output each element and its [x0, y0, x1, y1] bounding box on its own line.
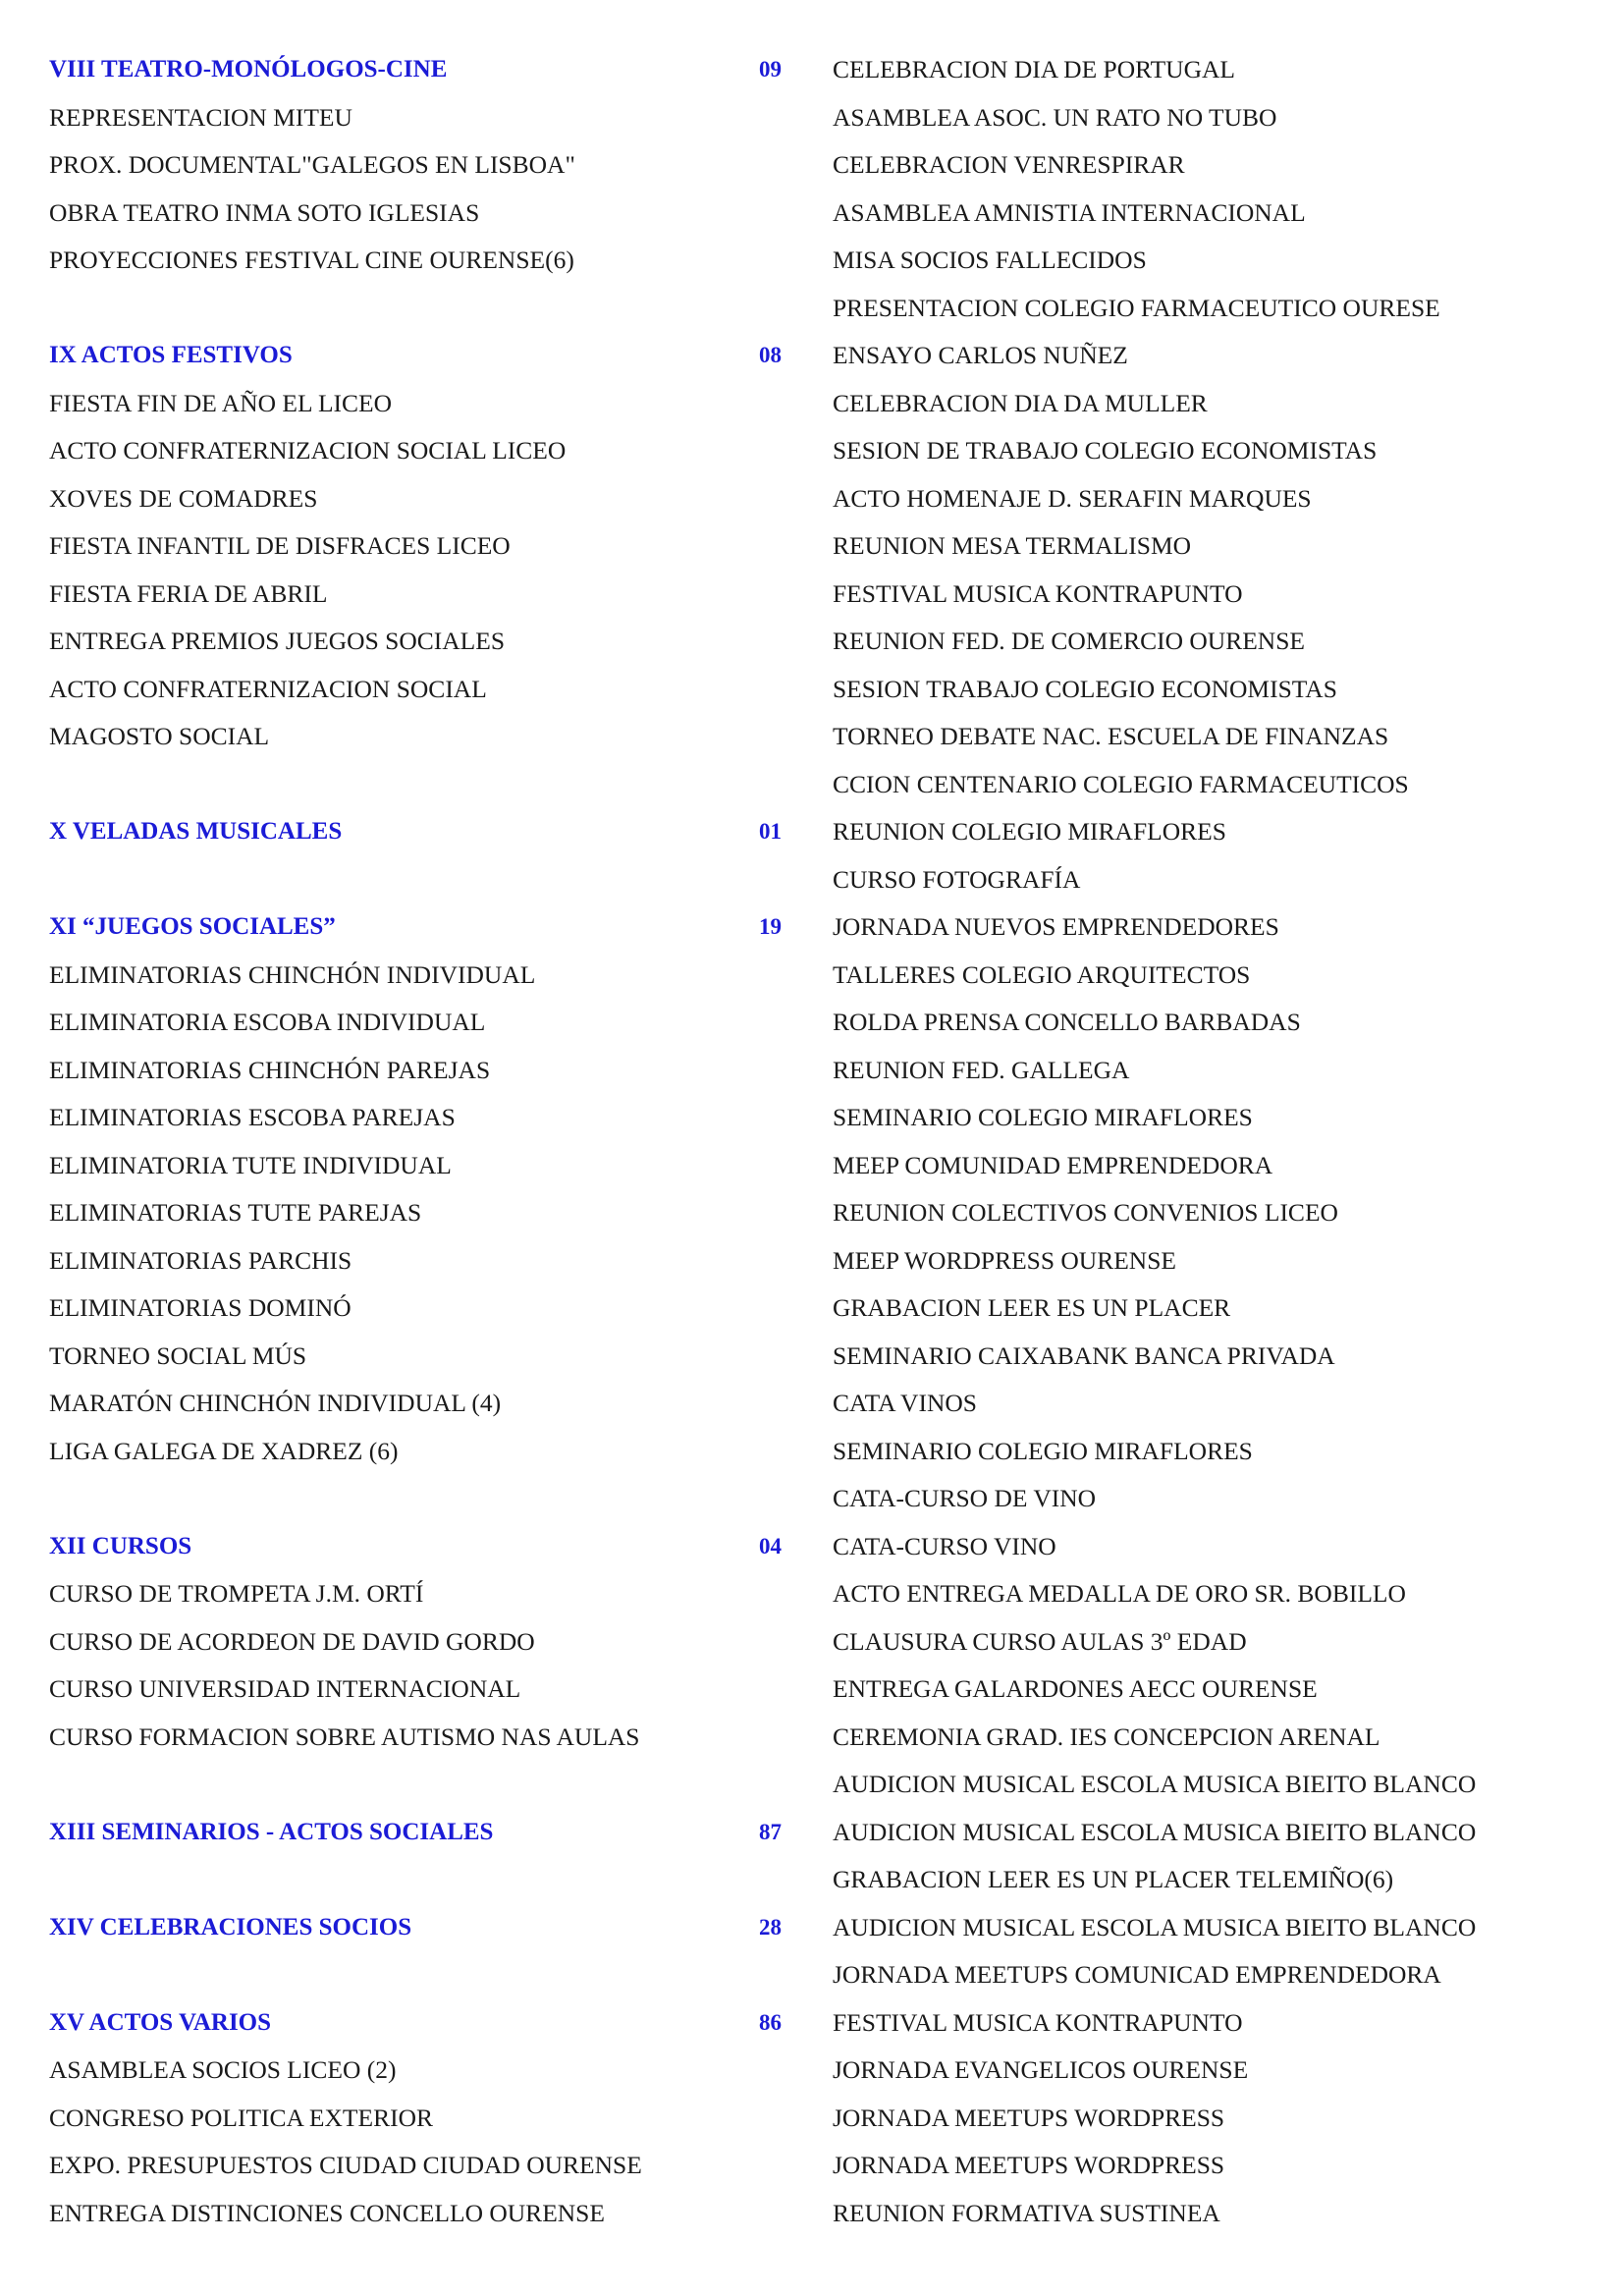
- section-heading: [49, 910, 782, 958]
- left-column: [49, 53, 782, 2244]
- list-item: AUDICION MUSICAL ESCOLA MUSICA BIEITO BLANCO: [833, 1817, 1477, 1846]
- list-item: CCION CENTENARIO COLEGIO FARMACEUTICOS: [833, 769, 1409, 798]
- list-item: ELIMINATORIAS PARCHIS: [49, 1245, 352, 1275]
- blank-line: [49, 863, 782, 911]
- list-item: CELEBRACION VENRESPIRAR: [833, 150, 1185, 179]
- list-item: ELIMINATORIA TUTE INDIVIDUAL: [49, 1150, 452, 1179]
- list-item: ENTREGA GALARDONES AECC OURENSE: [833, 1674, 1318, 1703]
- list-item: CEREMONIA GRAD. IES CONCEPCION ARENAL: [833, 1722, 1380, 1751]
- section-heading: [49, 1530, 782, 1578]
- list-item: XOVES DE COMADRES: [49, 483, 318, 513]
- section-heading: [49, 339, 782, 387]
- list-item: FIESTA FERIA DE ABRIL: [49, 578, 328, 608]
- list-item: OBRA TEATRO INMA SOTO IGLESIAS: [49, 197, 480, 227]
- list-item: CATA-CURSO DE VINO: [833, 1484, 1097, 1512]
- list-item: MEEP COMUNIDAD EMPRENDEDORA: [833, 1150, 1273, 1179]
- list-item: JORNADA NUEVOS EMPRENDEDORES: [833, 912, 1279, 941]
- list-item: ASAMBLEA ASOC. UN RATO NO TUBO: [833, 102, 1277, 132]
- section-title: X VELADAS MUSICALES: [49, 818, 343, 845]
- section-heading: [49, 1911, 782, 1959]
- list-item: REUNION FORMATIVA SUSTINEA: [833, 2198, 1220, 2227]
- list-item: LIGA GALEGA DE XADREZ (6): [49, 1436, 399, 1465]
- list-item: TORNEO SOCIAL MÚS: [49, 1340, 307, 1370]
- list-item: CATA-CURSO VINO: [833, 1531, 1056, 1560]
- section-count: 28: [759, 1914, 782, 1940]
- list-item: MARATÓN CHINCHÓN INDIVIDUAL (4): [49, 1389, 502, 1417]
- list-item: FESTIVAL MUSICA KONTRAPUNTO: [833, 2007, 1243, 2037]
- list-item: ELIMINATORIAS CHINCHÓN PAREJAS: [49, 1055, 491, 1084]
- list-item: CURSO DE TROMPETA J.M. ORTÍ: [49, 1579, 424, 1608]
- list-item: REUNION FED. DE COMERCIO OURENSE: [833, 627, 1305, 655]
- blank-line: [49, 292, 782, 340]
- list-item: REUNION FED. GALLEGA: [833, 1055, 1130, 1084]
- list-item: ELIMINATORIAS CHINCHÓN INDIVIDUAL: [49, 959, 536, 989]
- blank-line: [49, 768, 782, 816]
- list-item: ELIMINATORIAS DOMINÓ: [49, 1293, 352, 1322]
- list-item: ELIMINATORIA ESCOBA INDIVIDUAL: [49, 1008, 486, 1036]
- section-count: 87: [759, 1819, 782, 1844]
- list-item: ACTO ENTREGA MEDALLA DE ORO SR. BOBILLO: [833, 1579, 1406, 1608]
- list-item: CURSO FORMACION SOBRE AUTISMO NAS AULAS: [49, 1722, 640, 1751]
- list-item: FESTIVAL MUSICA KONTRAPUNTO: [833, 578, 1243, 608]
- list-item: JORNADA MEETUPS WORDPRESS: [833, 2151, 1225, 2179]
- list-item: ASAMBLEA AMNISTIA INTERNACIONAL: [833, 197, 1306, 227]
- list-item: REUNION COLEGIO MIRAFLORES: [833, 817, 1226, 846]
- section-count: 04: [759, 1533, 782, 1558]
- list-item: ACTO HOMENAJE D. SERAFIN MARQUES: [833, 483, 1312, 513]
- list-item: CURSO DE ACORDEON DE DAVID GORDO: [49, 1626, 535, 1656]
- list-item: GRABACION LEER ES UN PLACER TELEMIÑO(6): [833, 1865, 1394, 1893]
- list-item: ENSAYO CARLOS NUÑEZ: [833, 341, 1128, 369]
- section-title: XII CURSOS: [49, 1532, 192, 1559]
- list-item: TALLERES COLEGIO ARQUITECTOS: [833, 959, 1251, 989]
- list-item: SESION DE TRABAJO COLEGIO ECONOMISTAS: [833, 436, 1378, 465]
- section-heading: [49, 1816, 782, 1864]
- list-item: REUNION MESA TERMALISMO: [833, 531, 1192, 560]
- list-item: ELIMINATORIAS TUTE PAREJAS: [49, 1198, 422, 1227]
- list-item: ELIMINATORIAS ESCOBA PAREJAS: [49, 1103, 456, 1131]
- list-item: PROYECCIONES FESTIVAL CINE OURENSE(6): [49, 246, 574, 274]
- section-heading: [49, 2006, 782, 2054]
- section-count: 01: [759, 819, 782, 844]
- list-item: SEMINARIO COLEGIO MIRAFLORES: [833, 1436, 1253, 1465]
- list-item: EXPO. PRESUPUESTOS CIUDAD CIUDAD OURENSE: [49, 2151, 642, 2179]
- list-item: SEMINARIO COLEGIO MIRAFLORES: [833, 1103, 1253, 1131]
- list-item: ASAMBLEA SOCIOS LICEO (2): [49, 2055, 397, 2084]
- list-item: FIESTA INFANTIL DE DISFRACES LICEO: [49, 531, 511, 560]
- list-item: ACTO CONFRATERNIZACION SOCIAL: [49, 674, 487, 703]
- section-title: IX ACTOS FESTIVOS: [49, 342, 293, 368]
- list-item: CELEBRACION DIA DE PORTUGAL: [833, 55, 1236, 83]
- list-item: PROX. DOCUMENTAL"GALEGOS EN LISBOA": [49, 150, 575, 179]
- list-item: PRESENTACION COLEGIO FARMACEUTICO OURESE: [833, 293, 1440, 322]
- right-column: [833, 53, 1598, 2244]
- list-item: CLAUSURA CURSO AULAS 3º EDAD: [833, 1626, 1247, 1656]
- blank-line: [49, 1958, 782, 2006]
- list-item: ROLDA PRENSA CONCELLO BARBADAS: [833, 1008, 1301, 1036]
- list-item: CURSO FOTOGRAFÍA: [833, 864, 1081, 894]
- section-title: XV ACTOS VARIOS: [49, 2008, 272, 2036]
- list-item: ENTREGA PREMIOS JUEGOS SOCIALES: [49, 627, 506, 655]
- list-item: CURSO UNIVERSIDAD INTERNACIONAL: [49, 1674, 521, 1703]
- section-title: XIV CELEBRACIONES SOCIOS: [49, 1913, 412, 1941]
- section-title: XI “JUEGOS SOCIALES”: [49, 913, 336, 940]
- list-item: TORNEO DEBATE NAC. ESCUELA DE FINANZAS: [833, 722, 1389, 750]
- list-item: ACTO CONFRATERNIZACION SOCIAL LICEO: [49, 436, 567, 465]
- section-count: 08: [759, 343, 782, 367]
- section-heading: [49, 53, 782, 101]
- list-item: CELEBRACION DIA DA MULLER: [833, 388, 1208, 417]
- list-item: JORNADA MEETUPS WORDPRESS: [833, 2103, 1225, 2132]
- section-heading: [49, 815, 782, 863]
- list-item: JORNADA EVANGELICOS OURENSE: [833, 2055, 1249, 2084]
- section-count: 19: [759, 914, 782, 939]
- list-item: ENTREGA DISTINCIONES CONCELLO OURENSE: [49, 2198, 605, 2227]
- list-item: GRABACION LEER ES UN PLACER: [833, 1293, 1231, 1322]
- list-item: FIESTA FIN DE AÑO EL LICEO: [49, 388, 393, 417]
- blank-line: [49, 1482, 782, 1530]
- list-item: SESION TRABAJO COLEGIO ECONOMISTAS: [833, 674, 1337, 703]
- list-item: MAGOSTO SOCIAL: [49, 722, 270, 750]
- blank-line: [49, 1863, 782, 1911]
- list-item: AUDICION MUSICAL ESCOLA MUSICA BIEITO BLANCO: [833, 1770, 1477, 1798]
- list-item: SEMINARIO CAIXABANK BANCA PRIVADA: [833, 1340, 1335, 1370]
- list-item: CATA VINOS: [833, 1389, 977, 1417]
- list-item: MISA SOCIOS FALLECIDOS: [833, 246, 1147, 274]
- section-count: 09: [759, 57, 782, 82]
- section-count: 86: [759, 2009, 782, 2035]
- list-item: MEEP WORDPRESS OURENSE: [833, 1245, 1176, 1275]
- list-item: CONGRESO POLITICA EXTERIOR: [49, 2103, 434, 2132]
- list-item: JORNADA MEETUPS COMUNICAD EMPRENDEDORA: [833, 1960, 1441, 1989]
- list-item: REPRESENTACION MITEU: [49, 102, 352, 132]
- blank-line: [49, 1768, 782, 1816]
- list-item: REUNION COLECTIVOS CONVENIOS LICEO: [833, 1198, 1338, 1227]
- section-title: VIII TEATRO-MONÓLOGOS-CINE: [49, 56, 448, 82]
- list-item: AUDICION MUSICAL ESCOLA MUSICA BIEITO BLANCO: [833, 1912, 1477, 1941]
- section-title: XIII SEMINARIOS - ACTOS SOCIALES: [49, 1818, 494, 1845]
